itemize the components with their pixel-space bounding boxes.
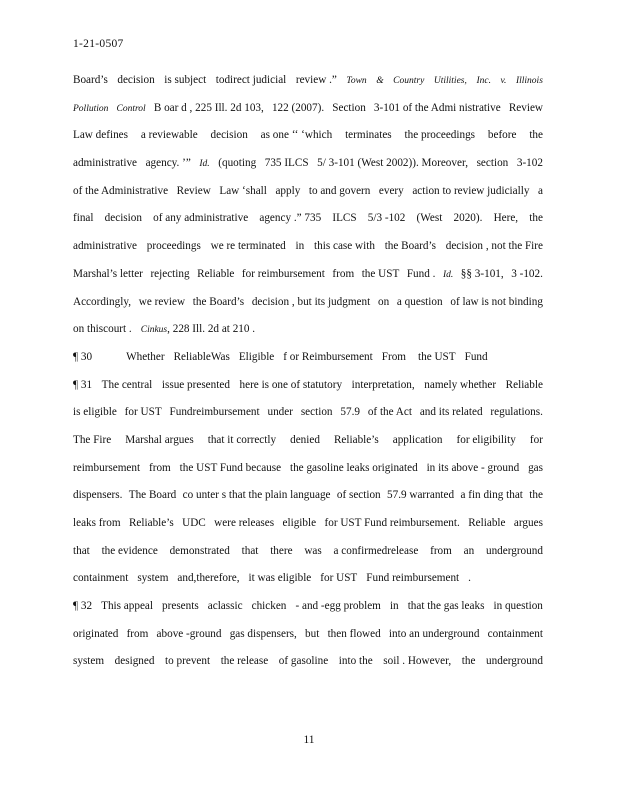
text-fragment: then flowed <box>327 627 381 640</box>
text-fragment: denied <box>290 433 320 446</box>
text-line <box>73 98 543 126</box>
text-fragment: Here, <box>493 212 519 225</box>
text-line <box>73 485 543 513</box>
text-fragment: were releases <box>214 517 275 529</box>
text-fragment: Marshal’s letter <box>73 267 143 280</box>
text-fragment: Review <box>508 101 543 114</box>
text-fragment: was <box>304 544 322 557</box>
text-fragment: a <box>537 184 543 197</box>
text-line <box>73 430 543 458</box>
text-fragment: that <box>241 544 259 557</box>
text-line <box>73 513 543 541</box>
text-fragment: for reimbursement <box>241 267 325 280</box>
text-fragment: the proceedings <box>404 129 476 142</box>
text-fragment: ¶ 30 <box>73 350 93 363</box>
text-fragment: regulations. <box>490 406 543 419</box>
text-fragment: The Fire <box>73 433 112 446</box>
text-fragment: Utilities, <box>433 76 467 86</box>
text-fragment: From <box>381 350 406 363</box>
text-fragment: for eligibility <box>456 433 516 446</box>
text-fragment: eligible <box>282 517 317 529</box>
text-fragment: system <box>137 572 169 585</box>
text-fragment: 2020). <box>453 212 483 225</box>
text-fragment: - and -egg problem <box>295 600 381 613</box>
text-fragment: of the Act <box>367 406 412 419</box>
text-fragment: of any administrative <box>153 212 249 225</box>
text-fragment: Accordingly, <box>73 295 131 308</box>
text-fragment: from <box>332 267 355 280</box>
text-fragment: of section <box>336 489 381 502</box>
text-fragment: dispensers. <box>73 489 123 502</box>
text-fragment: ReliableWas <box>173 350 230 363</box>
text-fragment: administrative <box>73 157 138 170</box>
text-fragment: as one ‘‘ ‘which <box>260 129 333 142</box>
text-fragment: 57.9 <box>340 406 360 419</box>
text-fragment: aclassic <box>207 600 243 613</box>
text-fragment: Reliable <box>505 378 543 391</box>
text-fragment: here is one of statutory <box>239 378 343 391</box>
text-fragment: a reviewable <box>140 129 198 142</box>
text-fragment: that the gas leaks <box>407 600 485 613</box>
text-fragment: f or Reimbursement <box>283 350 373 363</box>
text-fragment: soil . However, <box>383 655 452 668</box>
text-fragment: decision <box>117 74 155 86</box>
text-fragment: decision <box>104 212 142 225</box>
text-fragment: agency. ’” <box>145 157 191 170</box>
text-fragment: containment <box>487 627 543 640</box>
text-fragment: administrative <box>73 240 138 253</box>
text-fragment: Illinois <box>515 76 543 86</box>
text-fragment: (quoting <box>218 157 257 170</box>
text-fragment: The Board <box>128 489 177 502</box>
text-fragment: Review <box>176 184 211 197</box>
text-fragment: that <box>73 544 90 557</box>
text-line <box>73 458 543 486</box>
text-fragment: Fund <box>464 350 488 363</box>
text-fragment: in question <box>493 600 543 613</box>
text-fragment: decision , not the Fire <box>445 240 543 253</box>
text-fragment: every <box>378 184 404 197</box>
text-fragment: proceedings <box>146 240 201 253</box>
text-fragment: system <box>73 655 105 668</box>
text-fragment: into an underground <box>388 627 480 640</box>
text-fragment: UDC <box>182 517 206 529</box>
text-fragment: Id. <box>442 269 454 280</box>
text-fragment: there <box>270 544 293 557</box>
text-fragment: to and govern <box>308 184 371 197</box>
text-fragment: of gasoline <box>278 655 329 668</box>
text-fragment: the UST <box>361 267 400 280</box>
text-line <box>73 375 543 403</box>
text-fragment: §§ 3-101, <box>460 267 504 280</box>
text-fragment: argues <box>513 517 543 529</box>
text-fragment: 3-102 <box>516 157 543 170</box>
text-fragment: the <box>529 129 543 142</box>
text-fragment: 122 (2007). <box>271 101 325 114</box>
text-fragment: todirect judicial <box>215 74 287 86</box>
text-fragment: containment <box>73 572 129 585</box>
text-fragment: gas dispensers, <box>229 627 297 640</box>
text-fragment: leaks from <box>73 517 121 529</box>
opinion-body <box>73 70 543 679</box>
text-fragment: gas <box>528 461 543 474</box>
text-fragment: in its above - ground <box>426 461 520 474</box>
text-fragment: rejecting <box>150 267 190 280</box>
text-fragment: Law ‘shall <box>219 184 267 197</box>
text-fragment: above -ground <box>156 627 222 640</box>
text-fragment: the gasoline leaks originated <box>289 461 418 474</box>
text-fragment: underground <box>486 655 543 668</box>
text-fragment: , 228 Ill. 2d at 210 . <box>167 323 256 336</box>
text-fragment: the <box>529 489 543 502</box>
text-fragment: from <box>430 544 452 557</box>
text-fragment: decision <box>210 129 248 142</box>
text-line <box>73 264 543 292</box>
text-fragment: we review <box>138 295 186 308</box>
text-fragment: terminates <box>345 129 392 142</box>
text-fragment: B oar d , 225 Ill. 2d 103, <box>153 101 264 114</box>
text-fragment: Cinkus <box>140 325 168 336</box>
text-fragment: the <box>529 212 543 225</box>
text-fragment: for <box>529 433 543 446</box>
text-line <box>73 568 543 596</box>
text-fragment: Reliable <box>197 267 235 280</box>
text-fragment: for UST <box>320 572 358 585</box>
text-fragment: Whether <box>126 350 165 363</box>
text-fragment: (West <box>416 212 443 225</box>
text-fragment: it was eligible <box>248 572 312 585</box>
page-number: 11 <box>303 734 315 746</box>
text-fragment: Section <box>332 101 366 114</box>
text-fragment: interpretation, <box>351 378 415 391</box>
text-fragment: co unter s that the plain language <box>182 489 331 502</box>
text-fragment: Eligible <box>238 350 275 363</box>
text-line <box>73 624 543 652</box>
text-fragment: the Board’s <box>192 295 245 308</box>
text-fragment: designed <box>114 655 155 668</box>
text-fragment: the release <box>220 655 269 668</box>
text-line <box>73 125 543 153</box>
text-fragment: ¶ 31 <box>73 378 93 391</box>
text-fragment: a fin ding that <box>460 489 523 502</box>
text-fragment: Pollution <box>73 103 109 114</box>
text-fragment: on thiscourt . <box>73 323 132 336</box>
text-fragment: 735 ILCS <box>264 157 309 170</box>
text-fragment: Fund reimbursement <box>366 572 460 585</box>
text-fragment: final <box>73 212 94 225</box>
text-fragment: Inc. <box>476 76 491 86</box>
text-fragment: & <box>376 76 384 86</box>
text-fragment: and its related <box>419 406 483 419</box>
text-fragment: in <box>295 240 305 253</box>
text-fragment: section <box>300 406 333 419</box>
text-fragment: 3 -102. <box>511 267 543 280</box>
text-fragment: Id. <box>199 159 210 170</box>
text-fragment: Reliable’s <box>128 517 174 529</box>
text-fragment: this case with <box>314 240 375 253</box>
text-fragment: in <box>389 600 399 613</box>
text-fragment: a question <box>396 295 443 308</box>
text-fragment: presents <box>162 600 199 613</box>
text-fragment: action to review judicially <box>412 184 530 197</box>
text-fragment: chicken <box>251 600 287 613</box>
text-fragment: from <box>126 627 149 640</box>
text-fragment: the evidence <box>101 544 158 557</box>
text-fragment: to prevent <box>165 655 211 668</box>
text-fragment: application <box>392 433 443 446</box>
text-fragment: from <box>149 461 171 474</box>
text-fragment: apply <box>275 184 301 197</box>
text-fragment: section <box>476 157 509 170</box>
text-fragment: we re terminated <box>210 240 286 253</box>
text-fragment: . <box>468 572 471 585</box>
text-fragment: the Board’s <box>384 240 436 253</box>
case-number: 1-21-0507 <box>73 38 124 50</box>
text-fragment: under <box>267 406 293 419</box>
text-fragment: the <box>461 655 476 668</box>
text-fragment: is subject <box>164 74 207 86</box>
text-line <box>73 208 543 236</box>
text-fragment: Board’s <box>73 74 108 86</box>
text-fragment: review .” <box>295 74 337 86</box>
section-heading <box>73 347 543 375</box>
text-fragment: demonstrated <box>169 544 230 557</box>
text-line <box>73 181 543 209</box>
text-fragment: on <box>377 295 390 308</box>
text-fragment: and,therefore, <box>177 572 240 585</box>
text-line <box>73 596 543 624</box>
text-fragment: of law is not binding <box>450 295 543 308</box>
text-fragment: decision , but its judgment <box>251 295 371 308</box>
text-fragment: 5/ 3-101 (West 2002)). Moreover, <box>317 157 469 170</box>
text-fragment: of the Administrative <box>73 184 169 197</box>
text-line <box>73 70 543 98</box>
text-fragment: reimbursement <box>73 461 141 474</box>
text-fragment: 3-101 of the Admi nistrative <box>373 101 501 114</box>
text-line <box>73 651 543 679</box>
text-line <box>73 319 543 347</box>
text-fragment: Fund . <box>406 267 436 280</box>
text-fragment: into the <box>338 655 373 668</box>
text-fragment: namely whether <box>424 378 497 391</box>
text-fragment: is eligible <box>73 406 117 419</box>
text-fragment: originated <box>73 627 119 640</box>
text-fragment: a confirmedrelease <box>333 544 419 557</box>
text-fragment: 57.9 warranted <box>387 489 455 502</box>
text-fragment: ¶ 32 <box>73 600 93 613</box>
text-line <box>73 236 543 264</box>
text-fragment: the UST <box>418 350 456 363</box>
text-fragment: ILCS <box>332 212 357 225</box>
text-fragment: Marshal argues <box>125 433 194 446</box>
text-fragment: agency .” 735 <box>259 212 322 225</box>
text-line <box>73 541 543 569</box>
text-line <box>73 292 543 320</box>
text-fragment: underground <box>485 544 543 557</box>
text-fragment: before <box>487 129 517 142</box>
text-fragment: This appeal <box>101 600 153 613</box>
text-fragment: that it correctly <box>207 433 277 446</box>
text-fragment: Reliable <box>468 517 506 529</box>
text-fragment: an <box>463 544 475 557</box>
text-fragment: Town <box>346 76 367 86</box>
text-fragment: The central <box>101 378 153 391</box>
text-fragment: the UST Fund because <box>179 461 282 474</box>
text-fragment: Fundreimbursement <box>169 406 260 419</box>
text-fragment: for UST Fund reimbursement. <box>324 517 460 529</box>
text-fragment: 5/3 -102 <box>367 212 406 225</box>
text-fragment: Reliable’s <box>333 433 379 446</box>
text-fragment: for UST <box>124 406 162 419</box>
text-line <box>73 402 543 430</box>
text-fragment: but <box>305 627 320 640</box>
text-line <box>73 153 543 181</box>
text-fragment: Country <box>393 76 425 86</box>
text-fragment: Law defines <box>73 129 128 142</box>
text-fragment: Control <box>116 103 146 114</box>
text-fragment: v. <box>500 76 507 86</box>
text-fragment: issue presented <box>161 378 230 391</box>
